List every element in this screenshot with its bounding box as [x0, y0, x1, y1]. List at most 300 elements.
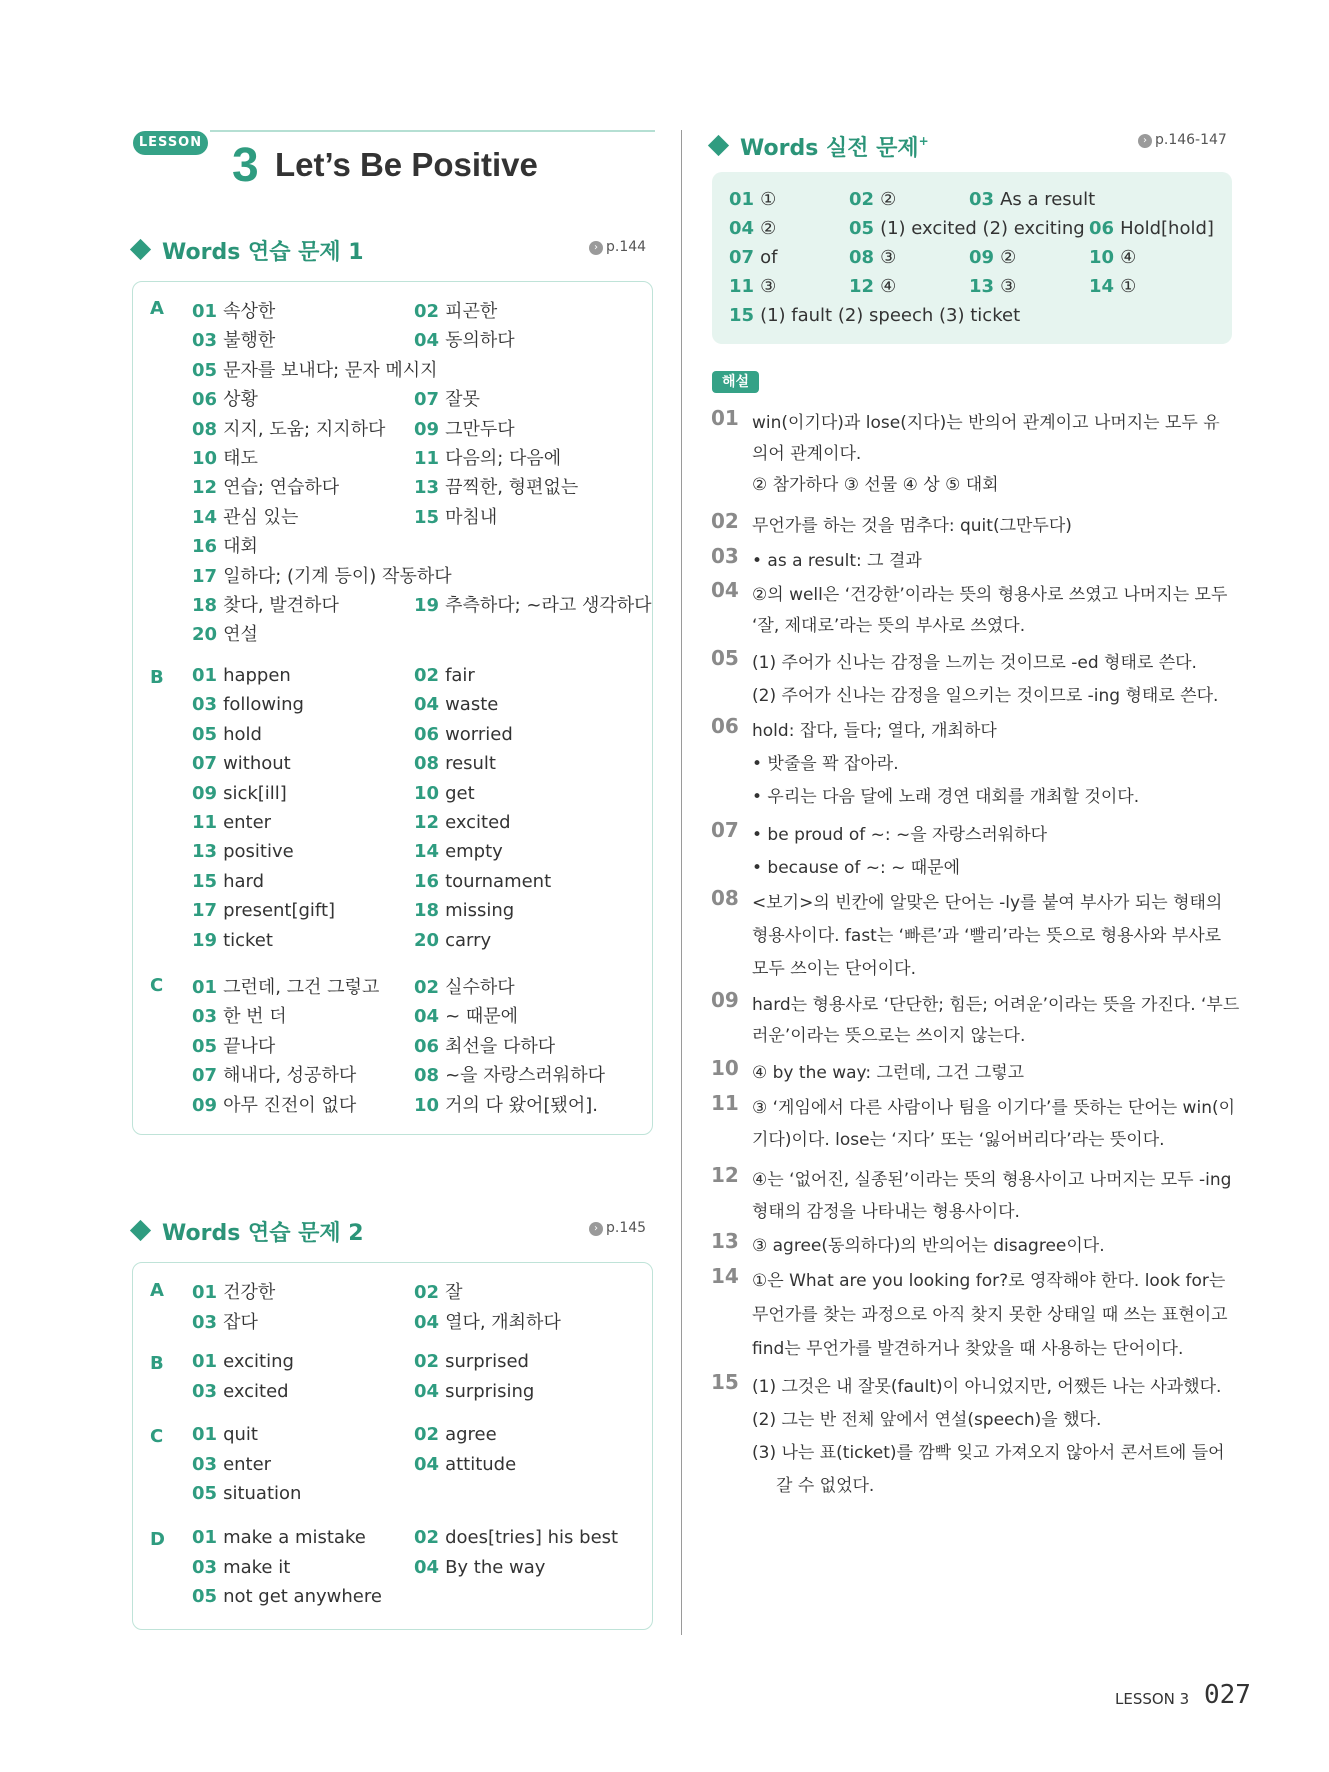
item-text: does[tries] his best [445, 1527, 619, 1548]
item-number: 01 [192, 1424, 218, 1445]
word-item [192, 694, 304, 715]
answer-item [969, 189, 1095, 210]
answer-item [729, 247, 777, 268]
column-divider [681, 130, 682, 1635]
word-item [192, 385, 258, 411]
answer-item [729, 189, 776, 210]
item-text: make it [223, 1556, 291, 1578]
page-ref: › p.145 [589, 1220, 646, 1236]
item-number: 03 [192, 1556, 218, 1578]
word-item [414, 1091, 598, 1117]
word-item [192, 444, 258, 470]
item-number: 04 [414, 694, 440, 716]
item-text: quit [223, 1424, 258, 1445]
explanation-number: 14 [711, 1264, 739, 1288]
item-text: excited [445, 812, 511, 833]
arrow-icon: › [589, 241, 603, 255]
item-text: 아무 진전이 없다 [223, 1094, 357, 1116]
word-item [192, 1424, 258, 1445]
item-number: 01 [192, 301, 218, 322]
word-item [192, 1308, 258, 1334]
word-item [192, 1002, 287, 1028]
answer-item [729, 305, 1020, 326]
word-item [192, 1351, 294, 1372]
item-text: empty [445, 841, 503, 863]
item-text: 다음의; 다음에 [445, 448, 562, 469]
item-text: make a mistake [223, 1527, 366, 1548]
item-number: 03 [192, 1453, 218, 1475]
explanation-number: 11 [711, 1091, 739, 1115]
explanation-line: hard는 형용사로 ‘단단한; 힘든; 어려운’이라는 뜻을 가진다. ‘부드 [752, 995, 1240, 1015]
explanation-line: 무언가를 찾는 과정으로 아직 찾지 못한 상태일 때 쓰는 표현이고 [752, 1305, 1228, 1325]
explanation-line: <보기>의 빈칸에 알맞은 단어는 -ly를 붙여 부사가 되는 형태의 [752, 893, 1223, 913]
item-text: ④ [880, 276, 897, 297]
item-text: 동의하다 [445, 330, 515, 352]
item-number: 03 [192, 1380, 218, 1402]
item-number: 04 [729, 218, 755, 239]
item-text: positive [223, 841, 294, 863]
item-number: 03 [192, 694, 218, 716]
item-number: 02 [414, 1282, 440, 1303]
item-text: (1) fault (2) speech (3) ticket [760, 305, 1021, 326]
word-item [192, 1091, 356, 1117]
item-number: 05 [192, 1483, 218, 1504]
section-title-practice-2: Words 연습 문제 2 [133, 1216, 364, 1247]
explanation-line: 갈 수 없었다. [776, 1476, 875, 1496]
item-text: ~ 때문에 [445, 1006, 519, 1028]
item-number: 06 [192, 389, 218, 411]
item-text: 그만두다 [445, 418, 515, 440]
word-item [192, 1483, 301, 1504]
explanation-line: 기다)이다. lose는 ‘지다’ 또는 ‘잃어버리다’라는 뜻이다. [752, 1130, 1165, 1150]
explanation-line: • as a result: 그 결과 [752, 551, 922, 571]
item-number: 06 [414, 1035, 440, 1057]
item-number: 04 [414, 1006, 440, 1028]
word-item [414, 1454, 516, 1475]
word-item [192, 591, 339, 617]
explanation-line: • be proud of ~: ~을 자랑스러워하다 [752, 825, 1048, 845]
item-number: 16 [192, 536, 218, 558]
word-item [414, 473, 578, 499]
item-text: 해내다, 성공하다 [223, 1065, 357, 1087]
item-text: ④ [1120, 247, 1137, 268]
word-item [414, 1557, 545, 1578]
word-item [414, 783, 475, 804]
word-item [414, 415, 515, 441]
word-item [414, 753, 496, 774]
item-number: 02 [414, 665, 440, 686]
explanation-line: 모두 쓰이는 단어이다. [752, 959, 917, 979]
arrow-icon: › [1138, 134, 1152, 148]
item-number: 18 [414, 900, 440, 922]
item-text: hold [223, 723, 262, 745]
explanation-number: 12 [711, 1163, 739, 1187]
word-item [414, 1278, 462, 1304]
word-item [414, 1002, 518, 1028]
answer-item [1089, 247, 1136, 268]
item-number: 01 [729, 189, 755, 210]
item-text: (1) excited (2) exciting [880, 218, 1085, 239]
item-number: 05 [192, 359, 218, 381]
explanation-line: (2) 그는 반 전체 앞에서 연설(speech)을 했다. [752, 1410, 1102, 1430]
item-number: 11 [729, 276, 755, 297]
answer-item [969, 247, 1016, 268]
explanation-label: 해설 [712, 371, 759, 393]
word-item [414, 297, 497, 323]
item-text: 찾다, 발견하다 [223, 595, 339, 616]
explanation-number: 03 [711, 544, 739, 568]
item-number: 02 [414, 1424, 440, 1445]
item-text: 연설 [223, 624, 258, 646]
item-number: 09 [192, 782, 218, 804]
item-number: 04 [414, 1380, 440, 1402]
item-number: 16 [414, 870, 440, 892]
item-number: 14 [1089, 276, 1115, 297]
word-item [192, 503, 298, 529]
item-text: result [445, 753, 496, 775]
item-number: 03 [192, 1006, 218, 1028]
answer-item [729, 276, 776, 297]
item-text: sick[ill] [223, 782, 287, 804]
word-item [414, 694, 498, 715]
part-letter: A [150, 1280, 164, 1301]
word-item [192, 562, 452, 588]
item-number: 13 [969, 276, 995, 297]
item-text: ① [760, 189, 777, 210]
answer-item [729, 218, 776, 239]
word-item [192, 900, 335, 921]
word-item [192, 415, 385, 441]
item-text: carry [445, 929, 492, 951]
item-text: 끝나다 [223, 1035, 276, 1057]
section-title-practice-1: Words 연습 문제 1 [133, 235, 364, 266]
explanation-line: • because of ~: ~ 때문에 [752, 858, 961, 878]
explanation-number: 04 [711, 578, 739, 602]
lesson-number: 3 [232, 139, 259, 192]
explanation-line: 무언가를 하는 것을 멈추다: quit(그만두다) [752, 516, 1072, 536]
item-number: 13 [192, 841, 218, 863]
word-item [192, 724, 262, 745]
item-number: 04 [414, 1556, 440, 1578]
item-text: 상황 [223, 389, 258, 411]
item-text: 최선을 다하다 [445, 1035, 556, 1057]
explanation-line: ‘잘, 제대로’라는 뜻의 부사로 쓰였다. [752, 616, 1026, 636]
explanation-line: ③ ‘게임에서 다른 사람이나 팀을 이기다’를 뜻하는 단어는 win(이 [752, 1098, 1236, 1118]
item-text: 추측하다; ~라고 생각하다 [445, 595, 652, 616]
word-item [192, 841, 294, 862]
item-number: 14 [414, 841, 440, 863]
word-item [414, 1308, 561, 1334]
item-number: 10 [414, 782, 440, 804]
item-text: 지지, 도움; 지지하다 [223, 418, 386, 440]
item-text: ③ [760, 276, 777, 297]
item-number: 07 [414, 389, 440, 411]
page-ref: › p.146-147 [1138, 132, 1227, 148]
item-text: 불행한 [223, 330, 276, 352]
answer-item [969, 276, 1016, 297]
explanation-line: 형용사이다. fast는 ‘빠른’과 ‘빨리’라는 뜻으로 형용사와 부사로 [752, 926, 1222, 946]
answer-item [1089, 218, 1214, 239]
item-text: 건강한 [223, 1282, 276, 1303]
item-number: 10 [1089, 247, 1115, 268]
diamond-icon [708, 135, 729, 156]
item-number: 11 [414, 448, 440, 469]
item-text: 그런데, 그건 그렇고 [223, 977, 380, 998]
answer-item [849, 218, 1085, 239]
item-number: 19 [414, 595, 440, 616]
item-text: missing [445, 900, 515, 922]
explanation-line: ①은 What are you looking for?로 영작해야 한다. look for는 [752, 1271, 1226, 1291]
item-number: 03 [192, 330, 218, 352]
item-text: 피곤한 [445, 301, 498, 322]
item-number: 03 [192, 1311, 218, 1333]
word-item [192, 473, 339, 499]
item-number: 15 [414, 506, 440, 528]
explanation-line: ④는 ‘없어진, 실종된’이라는 뜻의 형용사이고 나머지는 모두 -ing [752, 1170, 1232, 1190]
item-text: without [223, 753, 291, 775]
item-number: 09 [969, 247, 995, 268]
part-letter: D [150, 1529, 165, 1550]
item-text: situation [223, 1483, 302, 1504]
word-item [414, 871, 551, 892]
item-text: ~을 자랑스러워하다 [445, 1065, 605, 1087]
word-item [192, 930, 273, 951]
item-number: 02 [414, 1527, 440, 1548]
explanation-line: hold: 잡다, 들다; 열다, 개최하다 [752, 721, 997, 741]
explanation-number: 01 [711, 406, 739, 430]
item-text: ② [760, 218, 777, 239]
item-number: 10 [414, 1094, 440, 1116]
explanation-line: (3) 나는 표(ticket)를 깜빡 잊고 가져오지 않아서 콘서트에 들어 [752, 1443, 1225, 1463]
item-number: 01 [192, 1282, 218, 1303]
item-number: 02 [414, 977, 440, 998]
item-number: 17 [192, 900, 218, 922]
arrow-icon: › [589, 1222, 603, 1236]
item-number: 12 [414, 812, 440, 833]
item-number: 17 [192, 565, 218, 587]
item-text: ③ [1000, 276, 1017, 297]
explanation-line: • 우리는 다음 달에 노래 경연 대회를 개최할 것이다. [752, 787, 1140, 807]
lesson-badge: LESSON [133, 131, 208, 155]
word-item [414, 1061, 605, 1087]
answer-item [849, 276, 896, 297]
item-number: 09 [192, 1094, 218, 1116]
item-text: 연습; 연습하다 [223, 477, 340, 499]
word-item [414, 1527, 618, 1548]
word-item [414, 1381, 534, 1402]
item-text: of [760, 247, 778, 268]
item-number: 08 [414, 1065, 440, 1087]
item-text: ② [1000, 247, 1017, 268]
item-text: 잘못 [445, 389, 480, 411]
item-number: 06 [414, 723, 440, 745]
diamond-icon [130, 1220, 151, 1241]
word-item [414, 973, 515, 999]
item-number: 14 [192, 506, 218, 528]
item-number: 07 [729, 247, 755, 268]
item-number: 03 [969, 189, 995, 210]
item-number: 08 [192, 418, 218, 440]
word-item [414, 841, 503, 862]
item-number: 18 [192, 595, 218, 616]
item-text: 속상한 [223, 301, 276, 322]
explanation-line: • 밧줄을 꽉 잡아라. [752, 754, 899, 774]
item-number: 07 [192, 1065, 218, 1087]
answer-item [1089, 276, 1136, 297]
answer-item [849, 247, 896, 268]
part-letter: C [150, 1426, 164, 1447]
item-text: present[gift] [223, 900, 336, 922]
item-text: following [223, 694, 304, 716]
section-title-test: Words 실전 문제+ [711, 131, 929, 162]
item-text: By the way [445, 1556, 546, 1578]
explanation-number: 06 [711, 714, 739, 738]
item-number: 02 [849, 189, 875, 210]
answer-item [849, 189, 896, 210]
part-letter: B [150, 1353, 164, 1374]
item-number: 01 [192, 977, 218, 998]
item-text: ticket [223, 929, 273, 951]
word-item [414, 724, 513, 745]
word-item [192, 620, 258, 646]
word-item [414, 503, 497, 529]
item-text: exciting [223, 1351, 294, 1372]
word-item [192, 1454, 271, 1475]
page-ref: › p.144 [589, 239, 646, 255]
item-text: waste [445, 694, 499, 716]
explanation-line: (2) 주어가 신나는 감정을 일으키는 것이므로 -ing 형태로 쓴다. [752, 686, 1219, 706]
explanation-line: 의어 관계이다. [752, 444, 862, 464]
word-item [192, 326, 275, 352]
item-text: agree [445, 1424, 497, 1445]
explanation-line: (1) 주어가 신나는 감정을 느끼는 것이므로 -ed 형태로 쓴다. [752, 653, 1197, 673]
explanation-line: ②의 well은 ‘건강한’이라는 뜻의 형용사로 쓰였고 나머지는 모두 [752, 585, 1228, 605]
explanation-number: 15 [711, 1370, 739, 1394]
item-number: 12 [192, 477, 218, 499]
item-text: ② [880, 189, 897, 210]
item-text: worried [445, 723, 513, 745]
word-item [414, 812, 511, 833]
word-item [192, 753, 291, 774]
explanation-number: 05 [711, 646, 739, 670]
item-number: 04 [414, 1453, 440, 1475]
item-text: 거의 다 왔어[됐어]. [445, 1094, 598, 1116]
explanation-number: 02 [711, 509, 739, 533]
item-text: surprised [445, 1351, 529, 1372]
word-item [414, 930, 491, 951]
item-text: As a result [1000, 189, 1096, 210]
explanation-line: 형태의 감정을 나타내는 형용사이다. [752, 1202, 1020, 1222]
item-text: 관심 있는 [223, 506, 299, 528]
item-number: 08 [849, 247, 875, 268]
word-item [192, 1278, 275, 1304]
diamond-icon [130, 239, 151, 260]
word-item [414, 1351, 529, 1372]
word-item [192, 356, 438, 382]
item-text: ③ [880, 247, 897, 268]
word-item [414, 444, 561, 470]
explanation-number: 07 [711, 818, 739, 842]
item-number: 01 [192, 1351, 218, 1372]
word-item [192, 1032, 275, 1058]
word-item [414, 385, 480, 411]
explanation-line: ④ by the way: 그런데, 그건 그렇고 [752, 1063, 1025, 1083]
word-item [414, 1032, 555, 1058]
item-text: 열다, 개최하다 [445, 1311, 561, 1333]
word-item [192, 297, 275, 323]
item-number: 20 [192, 624, 218, 646]
item-number: 04 [414, 1311, 440, 1333]
explanation-line: ③ agree(동의하다)의 반의어는 disagree이다. [752, 1236, 1105, 1256]
item-text: hard [223, 870, 265, 892]
word-item [414, 900, 514, 921]
word-item [192, 1527, 366, 1548]
item-number: 02 [414, 1351, 440, 1372]
item-number: 19 [192, 929, 218, 951]
part-letter: C [150, 975, 164, 996]
item-text: enter [223, 1453, 272, 1475]
item-text: tournament [445, 870, 552, 892]
item-number: 15 [192, 870, 218, 892]
item-text: 잘 [445, 1282, 463, 1303]
item-text: enter [223, 812, 272, 833]
item-number: 11 [192, 812, 218, 833]
item-number: 06 [1089, 218, 1115, 239]
part-letter: A [150, 298, 164, 319]
explanation-line: ② 참가하다 ③ 선물 ④ 상 ⑤ 대회 [752, 475, 999, 495]
item-number: 05 [192, 1035, 218, 1057]
explanation-number: 09 [711, 988, 739, 1012]
item-text: 한 번 더 [223, 1006, 287, 1028]
item-number: 09 [414, 418, 440, 440]
item-text: fair [445, 665, 475, 686]
word-item [192, 1061, 356, 1087]
page-number: 027 [1204, 1680, 1251, 1710]
word-item [192, 665, 291, 686]
word-item [192, 1381, 289, 1402]
word-item [192, 532, 258, 558]
item-number: 05 [192, 1586, 218, 1607]
item-number: 07 [192, 753, 218, 775]
footer-lesson: LESSON 3 [1115, 1690, 1190, 1708]
item-text: ① [1120, 276, 1137, 297]
item-number: 13 [414, 477, 440, 499]
explanation-number: 08 [711, 886, 739, 910]
item-text: 문자를 보내다; 문자 메시지 [223, 359, 438, 381]
item-text: not get anywhere [223, 1586, 382, 1607]
word-item [414, 591, 652, 617]
explanation-number: 13 [711, 1229, 739, 1253]
word-item [192, 973, 379, 999]
explanation-line: find는 무언가를 발견하거나 찾았을 때 사용하는 단어이다. [752, 1339, 1184, 1359]
word-item [192, 1557, 290, 1578]
item-text: 잡다 [223, 1311, 258, 1333]
item-number: 02 [414, 301, 440, 322]
explanation-line: 러운’이라는 뜻으로는 쓰이지 않는다. [752, 1026, 1026, 1046]
item-text: excited [223, 1380, 289, 1402]
item-number: 01 [192, 665, 218, 686]
item-number: 04 [414, 330, 440, 352]
item-number: 01 [192, 1527, 218, 1548]
item-text: happen [223, 665, 291, 686]
explanation-line: win(이기다)과 lose(지다)는 반의어 관계이고 나머지는 모두 유 [752, 413, 1220, 433]
word-item [192, 1586, 382, 1607]
item-number: 15 [729, 305, 755, 326]
word-item [414, 665, 475, 686]
item-text: get [445, 782, 475, 804]
word-item [192, 783, 287, 804]
word-item [192, 812, 271, 833]
